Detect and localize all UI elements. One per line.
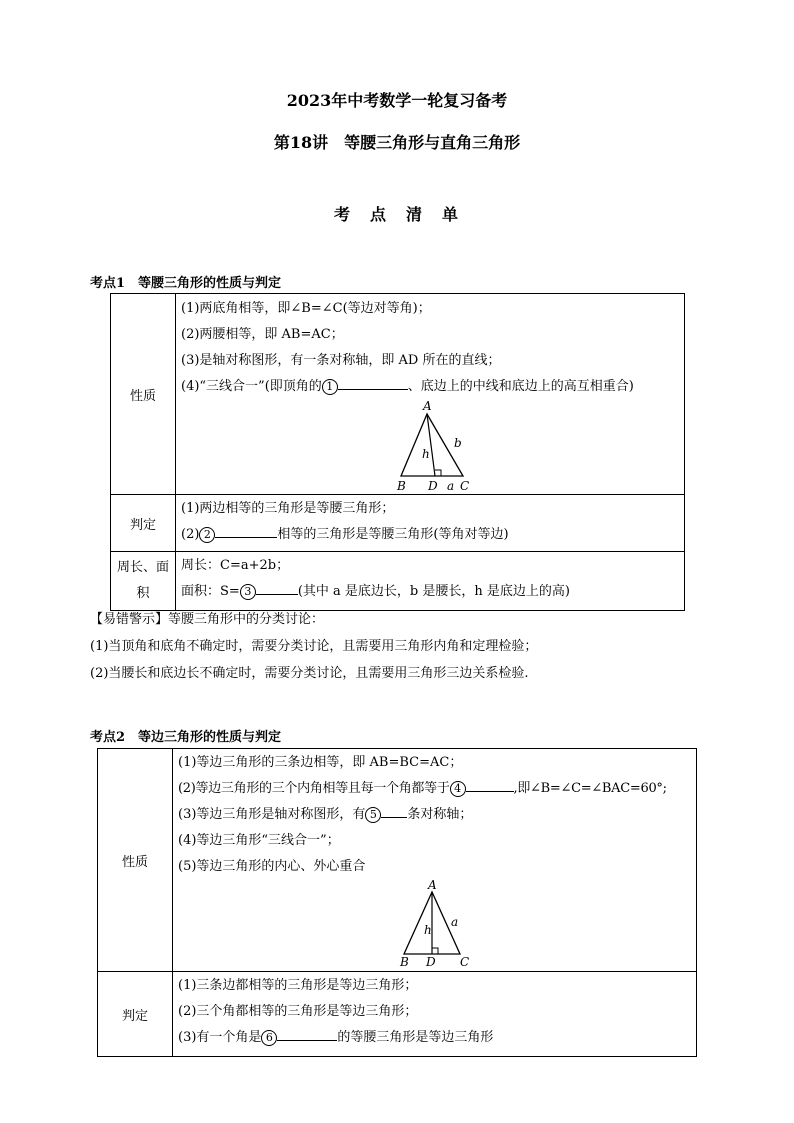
blank-number-3: 3: [240, 584, 256, 600]
fig1-label-d: D: [428, 479, 438, 492]
answer-blank-2[interactable]: [215, 537, 277, 538]
fig2-label-a-side: a: [451, 915, 459, 929]
kd1-area: [177, 579, 683, 605]
kd2-judge-3-after: 的等腰三角形是等边三角形: [337, 1030, 494, 1045]
kd2-judge-3-before: (3)有一个角是: [178, 1030, 262, 1045]
page-title: 2023年中考数学一轮复习备考: [286, 91, 508, 110]
kd2-prop-4: (4)等边三角形“三线合一”；: [178, 833, 340, 848]
answer-blank-3[interactable]: [256, 594, 298, 595]
right-angle-mark: [432, 948, 438, 954]
kd1-property-row: [111, 294, 685, 495]
kd1-heading: 考点1 等腰三角形的性质与判定: [90, 276, 282, 291]
kd2-property-row: [98, 749, 697, 972]
kd2-judge-content: [173, 972, 697, 1057]
right-angle-mark: [435, 470, 441, 476]
blank-number-2: 2: [199, 527, 215, 543]
kd1-property-content: [176, 294, 685, 495]
kd1-area-before: 面积：S=: [181, 584, 240, 599]
fig1-label-b-side: b: [454, 436, 462, 450]
kd2-prop-5: (5)等边三角形的内心、外心重合: [178, 859, 366, 874]
warning-title: 【易错警示】等腰三角形中的分类讨论：: [90, 612, 325, 627]
kd1-judge-2: [177, 522, 683, 548]
kd1-property-label: 性质: [111, 294, 176, 495]
kd2-table: [97, 748, 697, 1057]
kd2-judge-2: (2)三个角都相等的三角形是等边三角形；: [178, 1004, 418, 1019]
kd2-judge-1: (1)三条边都相等的三角形是等边三角形；: [178, 978, 418, 993]
kd2-heading: 考点2 等边三角形的性质与判定: [90, 730, 282, 745]
fig1-label-b: B: [397, 479, 406, 492]
fig1-label-a-side: a: [447, 479, 455, 492]
answer-blank-1[interactable]: [338, 389, 408, 390]
fig2-label-c: C: [460, 955, 470, 966]
fig2-label-h: h: [424, 923, 432, 937]
fig2-label-a-vertex: A: [428, 880, 437, 892]
kd2-judge-3: [174, 1025, 695, 1051]
kd1-judge-label: 判定: [111, 495, 176, 552]
kd1-judge-content: [176, 495, 685, 552]
isosceles-triangle-figure: [390, 400, 590, 492]
kd1-judge-2-before: (2): [181, 527, 200, 542]
kd2-prop-2: [174, 776, 695, 802]
blank-number-6: 6: [261, 1030, 277, 1046]
blank-number-5: 5: [365, 807, 381, 823]
kd1-prop-4-after: 、底边上的中线和底边上的高互相重合): [407, 379, 634, 394]
kd1-area-after: (其中 a 是底边长，b 是腰长，h 是底边上的高): [297, 584, 570, 599]
kd2-property-content: [173, 749, 697, 972]
kd1-prop-3: (3)是轴对称图形，有一条对称轴，即 AD 所在的直线；: [181, 353, 501, 368]
kd2-prop-3-before: (3)等边三角形是轴对称图形，有: [178, 807, 366, 822]
kd2-prop-2-before: (2)等边三角形的三个内角相等且每一个角都等于: [178, 781, 450, 796]
warning-item-2: (2)当腰长和底边长不确定时，需要分类讨论，且需要用三角形三边关系检验.: [90, 666, 529, 681]
kd1-judge-2-after: 相等的三角形是等腰三角形(等角对等边): [277, 527, 509, 542]
kd2-property-label: 性质: [98, 749, 173, 972]
lesson-subtitle: 第18讲 等腰三角形与直角三角形: [273, 133, 521, 152]
kd1-table: [110, 293, 685, 611]
kd1-prop-1: (1)两底角相等，即∠B=∠C(等边对等角)；: [181, 301, 431, 316]
kd1-area-label-line-2: 积: [136, 586, 150, 601]
kd1-perimeter: 周长：C=a+2b；: [181, 558, 290, 573]
section-heading: 考 点 清 单: [333, 205, 460, 224]
fig1-label-a-vertex: A: [423, 400, 432, 413]
altitude-ad: [427, 414, 435, 476]
kd2-prop-1: (1)等边三角形的三条边相等，即 AB=BC=AC；: [178, 755, 463, 770]
answer-blank-4[interactable]: [466, 791, 514, 792]
kd1-judge-1: (1)两边相等的三角形是等腰三角形；: [181, 501, 395, 516]
kd1-area-label: [111, 552, 176, 611]
answer-blank-6[interactable]: [277, 1040, 337, 1041]
fig1-label-h: h: [422, 447, 430, 461]
equilateral-triangle-figure: [394, 880, 594, 966]
blank-number-1: 1: [322, 379, 338, 395]
kd1-area-content: [176, 552, 685, 611]
kd1-area-label-line-1: 周长、面: [116, 560, 169, 575]
fig2-label-b: B: [400, 955, 409, 966]
blank-number-4: 4: [450, 781, 466, 797]
kd2-prop-2-after: ,即∠B=∠C=∠BAC=60°;: [513, 781, 667, 796]
fig2-label-d: D: [426, 955, 436, 966]
warning-item-1: (1)当顶角和底角不确定时，需要分类讨论，且需要用三角形内角和定理检验；: [90, 639, 538, 654]
kd1-area-row: [111, 552, 685, 611]
kd2-judge-label: 判定: [98, 972, 173, 1057]
kd2-judge-row: [98, 972, 697, 1057]
kd1-prop-4: [177, 374, 683, 400]
kd1-prop-4-before: (4)“三线合一”(即顶角的: [181, 379, 322, 394]
answer-blank-5[interactable]: [381, 817, 407, 818]
kd1-judge-row: [111, 495, 685, 552]
kd1-prop-2: (2)两腰相等，即 AB=AC；: [181, 327, 344, 342]
kd2-prop-3-after: 条对称轴；: [407, 807, 473, 822]
fig1-label-c: C: [460, 479, 470, 492]
kd2-prop-3: [174, 802, 695, 828]
